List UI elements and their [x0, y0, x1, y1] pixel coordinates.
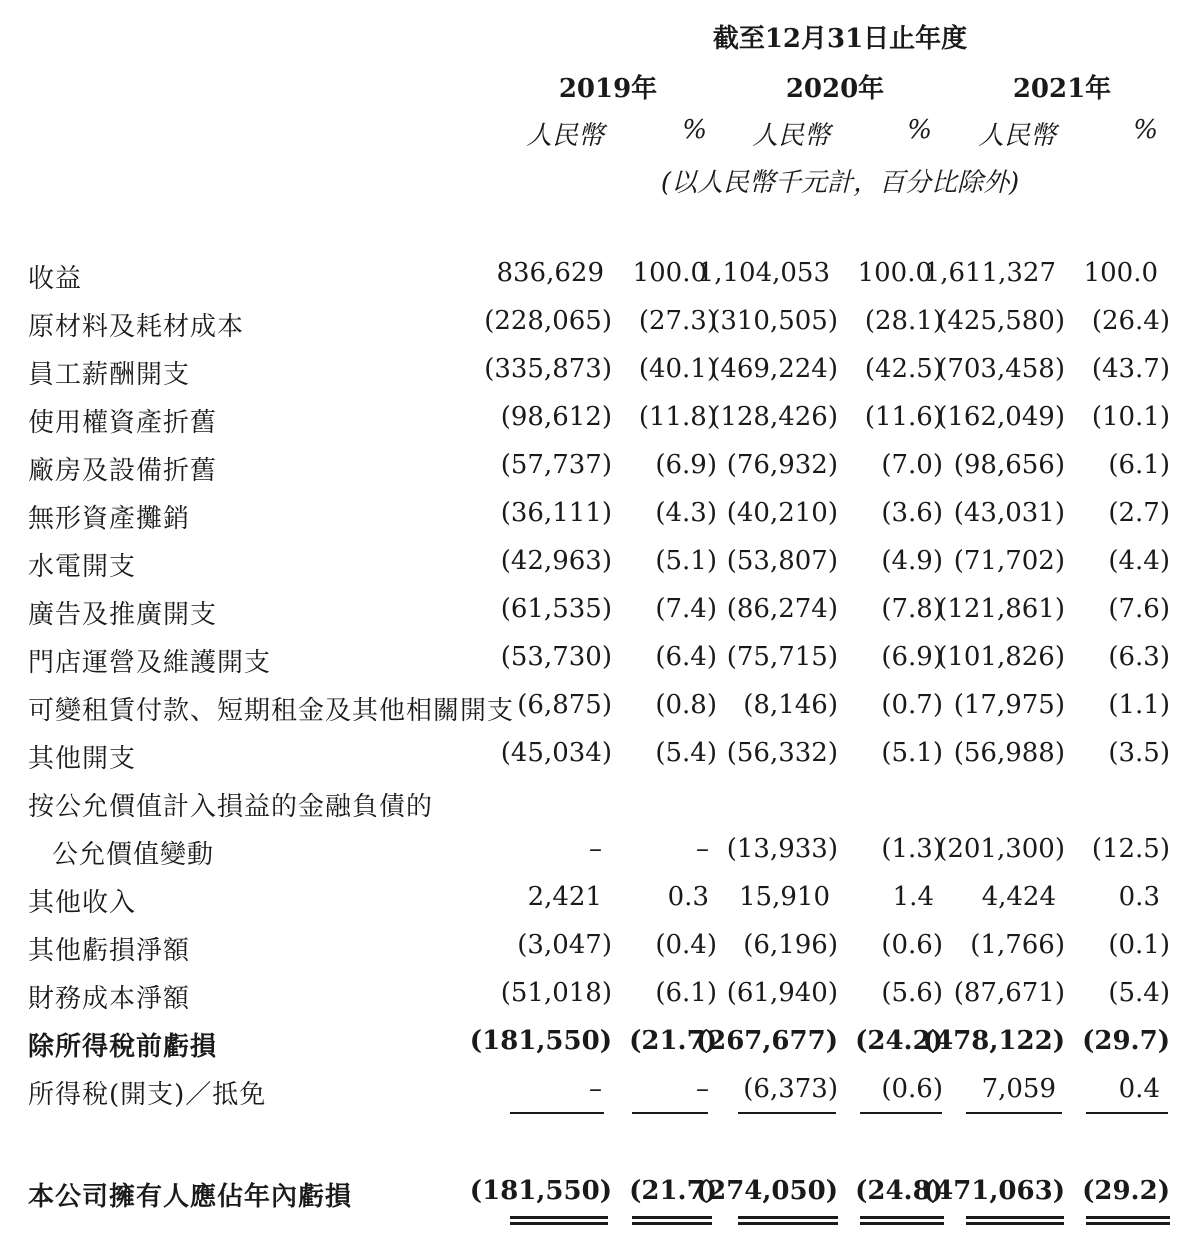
cell-2021-pct: 0.4 [1118, 1074, 1160, 1104]
double-underline-2019-pct [632, 1216, 712, 1225]
row-label: 財務成本淨額 [28, 984, 191, 1014]
cell-2019-amount: (181,550) [469, 1026, 612, 1056]
cell-2021-pct: (29.2) [1082, 1176, 1170, 1206]
row-label: 無形資產攤銷 [28, 504, 191, 534]
cell-2020-amount: (469,224) [710, 354, 838, 384]
cell-2020-amount: (274,050) [695, 1176, 838, 1206]
row-label: 按公允價值計入損益的金融負債的 [28, 792, 434, 822]
cell-2020-pct: (5.1) [881, 738, 943, 768]
currency-label-2019: 人民幣 [525, 121, 604, 151]
row-label: 廠房及設備折舊 [28, 456, 218, 486]
row-label: 門店運營及維護開支 [28, 648, 272, 678]
cell-2019-amount: 2,421 [527, 882, 602, 912]
table-row [0, 402, 1196, 442]
table-row [0, 1074, 1196, 1114]
row-label: 水電開支 [28, 552, 137, 582]
cell-2021-pct: (26.4) [1091, 306, 1170, 336]
cell-2021-amount: (87,671) [953, 978, 1065, 1008]
cell-2020-pct: (7.0) [881, 450, 943, 480]
percent-label-2021: % [1133, 115, 1158, 145]
row-label: 員工薪酬開支 [28, 360, 191, 390]
cell-2020-amount: (40,210) [726, 498, 838, 528]
cell-2021-pct: (3.5) [1108, 738, 1170, 768]
unit-note: (以人民幣千元計，百分比除外) [660, 168, 1020, 198]
cell-2021-pct: (43.7) [1091, 354, 1170, 384]
cell-2021-pct: (10.1) [1091, 402, 1170, 432]
double-underline-2019-amount [510, 1216, 608, 1225]
cell-2019-pct: 0.3 [667, 882, 709, 912]
cell-2020-amount: (86,274) [726, 594, 838, 624]
percent-label-2019: % [682, 115, 707, 145]
cell-2021-amount: (162,049) [937, 402, 1065, 432]
cell-2021-pct: 0.3 [1118, 882, 1160, 912]
cell-2021-pct: (29.7) [1082, 1026, 1170, 1056]
cell-2021-amount: 4,424 [981, 882, 1056, 912]
cell-2021-pct: 100.0 [1083, 258, 1158, 288]
row-label: 本公司擁有人應佔年內虧損 [28, 1182, 353, 1212]
table-row [0, 690, 1196, 730]
table-row [0, 930, 1196, 970]
cell-2019-pct: (0.8) [655, 690, 717, 720]
row-label: 除所得稅前虧損 [28, 1032, 218, 1062]
table-row-subtotal [0, 1026, 1196, 1066]
cell-2020-pct: 100.0 [857, 258, 932, 288]
cell-2021-amount: (703,458) [937, 354, 1065, 384]
cell-2020-pct: (0.6) [881, 1074, 943, 1104]
cell-2020-amount: (56,332) [726, 738, 838, 768]
cell-2019-amount: (3,047) [517, 930, 612, 960]
cell-2020-pct: (1.3) [881, 834, 943, 864]
row-label: 其他虧損淨額 [28, 936, 191, 966]
currency-label-2021: 人民幣 [977, 121, 1056, 151]
table-row-total [0, 1176, 1196, 1216]
table-row [0, 882, 1196, 922]
table-row [0, 450, 1196, 490]
cell-2019-amount: (57,737) [500, 450, 612, 480]
cell-2021-pct: (12.5) [1091, 834, 1170, 864]
cell-2019-pct: (0.4) [655, 930, 717, 960]
row-label: 公允價值變動 [52, 840, 215, 870]
cell-2021-pct: (6.3) [1108, 642, 1170, 672]
double-underline-2020-pct [860, 1216, 944, 1225]
underline-2021-amount [966, 1112, 1062, 1114]
cell-2021-amount: (1,766) [970, 930, 1065, 960]
cell-2021-amount: (478,122) [922, 1026, 1065, 1056]
cell-2019-amount: (335,873) [484, 354, 612, 384]
cell-2019-amount: (45,034) [500, 738, 612, 768]
cell-2020-pct: (42.5) [864, 354, 943, 384]
cell-2020-pct: (11.6) [864, 402, 943, 432]
row-label: 其他開支 [28, 744, 137, 774]
table-row [0, 834, 1196, 874]
cell-2019-pct: (21.7) [629, 1026, 717, 1056]
table-row [0, 978, 1196, 1018]
cell-2020-amount: (76,932) [726, 450, 838, 480]
cell-2020-pct: (0.7) [881, 690, 943, 720]
cell-2019-pct: (5.4) [655, 738, 717, 768]
cell-2021-amount: 7,059 [981, 1074, 1056, 1104]
cell-2021-amount: (98,656) [953, 450, 1065, 480]
cell-2020-pct: (3.6) [881, 498, 943, 528]
cell-2019-amount: (181,550) [469, 1176, 612, 1206]
cell-2020-pct: (24.8) [855, 1176, 943, 1206]
cell-2020-pct: 1.4 [892, 882, 934, 912]
underline-2019-amount [510, 1112, 604, 1114]
underline-2019-pct [632, 1112, 708, 1114]
cell-2021-amount: (71,702) [953, 546, 1065, 576]
cell-2021-pct: (7.6) [1108, 594, 1170, 624]
cell-2019-amount: (6,875) [517, 690, 612, 720]
cell-2021-amount: (471,063) [922, 1176, 1065, 1206]
percent-label-2020: % [907, 115, 932, 145]
cell-2019-pct: (21.7) [629, 1176, 717, 1206]
table-row [0, 258, 1196, 298]
table-row [0, 306, 1196, 346]
underline-2020-pct [860, 1112, 942, 1114]
table-row [0, 642, 1196, 682]
cell-2020-pct: (28.1) [864, 306, 943, 336]
cell-2019-amount: (228,065) [484, 306, 612, 336]
year-2021: 2021年 [1012, 74, 1112, 104]
cell-2019-pct: – [696, 834, 709, 864]
double-underline-2021-amount [966, 1216, 1064, 1225]
cell-2019-pct: (6.1) [655, 978, 717, 1008]
cell-2019-pct: – [696, 1074, 709, 1104]
period-heading: 截至12月31日止年度 [712, 24, 968, 54]
cell-2020-amount: 15,910 [739, 882, 830, 912]
cell-2021-amount: (121,861) [937, 594, 1065, 624]
cell-2019-pct: (4.3) [655, 498, 717, 528]
cell-2021-amount: (43,031) [953, 498, 1065, 528]
cell-2019-pct: (40.1) [638, 354, 717, 384]
double-underline-2021-pct [1086, 1216, 1170, 1225]
cell-2020-amount: (267,677) [695, 1026, 838, 1056]
row-label: 廣告及推廣開支 [28, 600, 218, 630]
cell-2019-amount: (36,111) [500, 498, 612, 528]
cell-2019-amount: – [589, 1074, 602, 1104]
cell-2019-pct: (5.1) [655, 546, 717, 576]
cell-2020-amount: (8,146) [743, 690, 838, 720]
row-label: 其他收入 [28, 888, 137, 918]
underline-2021-pct [1086, 1112, 1168, 1114]
cell-2020-amount: (13,933) [726, 834, 838, 864]
year-2019: 2019年 [558, 74, 658, 104]
cell-2019-amount: 836,629 [496, 258, 604, 288]
cell-2020-pct: (4.9) [881, 546, 943, 576]
cell-2020-pct: (5.6) [881, 978, 943, 1008]
year-2020: 2020年 [785, 74, 885, 104]
cell-2021-pct: (1.1) [1108, 690, 1170, 720]
double-underline-2020-amount [738, 1216, 838, 1225]
cell-2021-amount: 1,611,327 [923, 258, 1056, 288]
cell-2019-pct: (7.4) [655, 594, 717, 624]
cell-2020-amount: (53,807) [726, 546, 838, 576]
row-label: 原材料及耗材成本 [28, 312, 245, 342]
table-row [0, 786, 1196, 826]
cell-2019-pct: 100.0 [632, 258, 707, 288]
cell-2019-amount: (53,730) [500, 642, 612, 672]
cell-2021-pct: (0.1) [1108, 930, 1170, 960]
cell-2019-pct: (11.8) [638, 402, 717, 432]
row-label: 使用權資產折舊 [28, 408, 218, 438]
cell-2020-amount: (61,940) [726, 978, 838, 1008]
cell-2020-pct: (6.9) [881, 642, 943, 672]
table-row [0, 498, 1196, 538]
cell-2019-pct: (27.3) [638, 306, 717, 336]
table-row [0, 354, 1196, 394]
cell-2021-pct: (6.1) [1108, 450, 1170, 480]
cell-2021-pct: (4.4) [1108, 546, 1170, 576]
cell-2020-amount: (310,505) [710, 306, 838, 336]
cell-2020-amount: (6,373) [743, 1074, 838, 1104]
cell-2019-amount: (61,535) [500, 594, 612, 624]
cell-2021-pct: (2.7) [1108, 498, 1170, 528]
currency-label-2020: 人民幣 [751, 121, 830, 151]
cell-2020-pct: (24.2) [855, 1026, 943, 1056]
cell-2021-amount: (56,988) [953, 738, 1065, 768]
cell-2019-pct: (6.4) [655, 642, 717, 672]
row-label: 可變租賃付款、短期租金及其他相關開支 [28, 696, 515, 726]
cell-2020-pct: (7.8) [881, 594, 943, 624]
table-row [0, 738, 1196, 778]
cell-2021-amount: (201,300) [937, 834, 1065, 864]
cell-2021-amount: (425,580) [937, 306, 1065, 336]
cell-2020-amount: 1,104,053 [697, 258, 830, 288]
cell-2020-amount: (6,196) [743, 930, 838, 960]
cell-2019-amount: (42,963) [500, 546, 612, 576]
cell-2021-pct: (5.4) [1108, 978, 1170, 1008]
cell-2020-pct: (0.6) [881, 930, 943, 960]
cell-2020-amount: (75,715) [726, 642, 838, 672]
table-row [0, 546, 1196, 586]
underline-2020-amount [738, 1112, 836, 1114]
cell-2019-amount: – [589, 834, 602, 864]
row-label: 收益 [28, 264, 83, 294]
cell-2019-amount: (51,018) [500, 978, 612, 1008]
cell-2021-amount: (17,975) [953, 690, 1065, 720]
cell-2019-pct: (6.9) [655, 450, 717, 480]
cell-2020-amount: (128,426) [710, 402, 838, 432]
table-row [0, 594, 1196, 634]
cell-2021-amount: (101,826) [937, 642, 1065, 672]
row-label: 所得稅(開支)／抵免 [28, 1080, 267, 1110]
cell-2019-amount: (98,612) [500, 402, 612, 432]
